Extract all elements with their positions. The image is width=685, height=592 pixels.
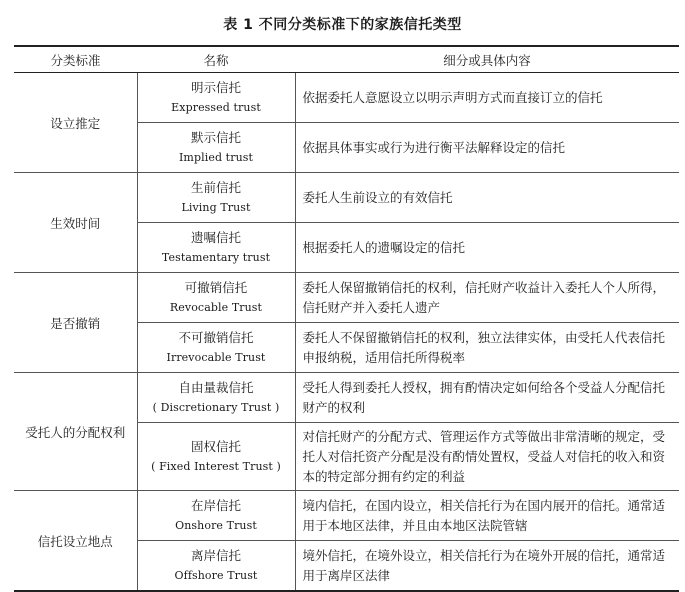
description-cell: 依据具体事实或行为进行衡平法解释设定的信托 — [295, 123, 679, 173]
name-zh: 生前信托 — [190, 179, 241, 195]
name-zh: 离岸信托 — [190, 547, 241, 563]
header-content: 细分或具体内容 — [295, 46, 679, 73]
name-en: Implied trust — [178, 150, 254, 164]
name-cell — [137, 273, 295, 323]
name-en: ( Fixed Interest Trust ) — [151, 459, 281, 473]
name-cell — [137, 541, 295, 592]
table-row — [14, 73, 679, 123]
description-cell: 根据委托人的遗嘱设定的信托 — [295, 223, 679, 273]
description-cell: 境外信托，在境外设立，相关信托行为在境外开展的信托，通常适用于离岸区法律 — [295, 541, 679, 592]
description-cell: 委托人保留撤销信托的权利，信托财产收益计入委托人个人所得，信托财产并入委托人遗产 — [295, 273, 679, 323]
table-row — [14, 373, 679, 423]
name-cell — [137, 73, 295, 123]
name-zh: 明示信托 — [190, 79, 241, 95]
name-cell — [137, 123, 295, 173]
name-en: Testamentary trust — [161, 250, 271, 264]
category-cell: 设立推定 — [14, 73, 137, 173]
description-cell: 委托人不保留撤销信托的权利，独立法律实体，由受托人代表信托申报纳税，适用信托所得税率 — [295, 323, 679, 373]
header-row — [14, 46, 679, 73]
name-zh: 固权信托 — [190, 438, 241, 454]
category-cell: 是否撤销 — [14, 273, 137, 373]
name-en: ( Discretionary Trust ) — [152, 400, 280, 414]
description-cell: 对信托财产的分配方式、管理运作方式等做出非常清晰的规定，受托人对信托资产分配是没有酌情处置权，受益人对信托的收入和资本的特定部分拥有约定的利益 — [295, 423, 679, 491]
name-zh: 默示信托 — [190, 129, 241, 145]
description-cell: 受托人得到委托人授权，拥有酌情决定如何给各个受益人分配信托财产的权利 — [295, 373, 679, 423]
table-title: 表 1 不同分类标准下的家族信托类型 — [223, 17, 462, 33]
table-row — [14, 273, 679, 323]
name-cell — [137, 323, 295, 373]
name-en: Offshore Trust — [174, 568, 258, 582]
name-zh: 在岸信托 — [190, 497, 241, 513]
name-en: Onshore Trust — [175, 518, 257, 532]
name-en: Revocable Trust — [169, 300, 263, 314]
table-row — [14, 491, 679, 541]
name-en: Living Trust — [181, 200, 251, 214]
category-cell: 生效时间 — [14, 173, 137, 273]
description-cell: 境内信托，在国内设立，相关信托行为在国内展开的信托。通常适用于本地区法律，并且由本地区法院管辖 — [295, 491, 679, 541]
header-category: 分类标准 — [14, 46, 137, 73]
name-cell — [137, 173, 295, 223]
name-zh: 遗嘱信托 — [190, 229, 241, 245]
header-name: 名称 — [137, 46, 295, 73]
name-zh: 自由量裁信托 — [178, 379, 254, 395]
description-cell: 委托人生前设立的有效信托 — [295, 173, 679, 223]
name-en: Expressed trust — [171, 100, 261, 114]
name-en: Irrevocable Trust — [166, 350, 266, 364]
name-cell — [137, 491, 295, 541]
name-cell — [137, 223, 295, 273]
name-cell — [137, 373, 295, 423]
trust-type-table — [14, 45, 679, 592]
table-row — [14, 173, 679, 223]
category-cell: 信托设立地点 — [14, 491, 137, 592]
name-cell — [137, 423, 295, 491]
description-cell: 依据委托人意愿设立以明示声明方式而直接订立的信托 — [295, 73, 679, 123]
name-zh: 可撤销信托 — [184, 279, 248, 295]
category-cell: 受托人的分配权利 — [14, 373, 137, 491]
name-zh: 不可撤销信托 — [178, 329, 254, 345]
